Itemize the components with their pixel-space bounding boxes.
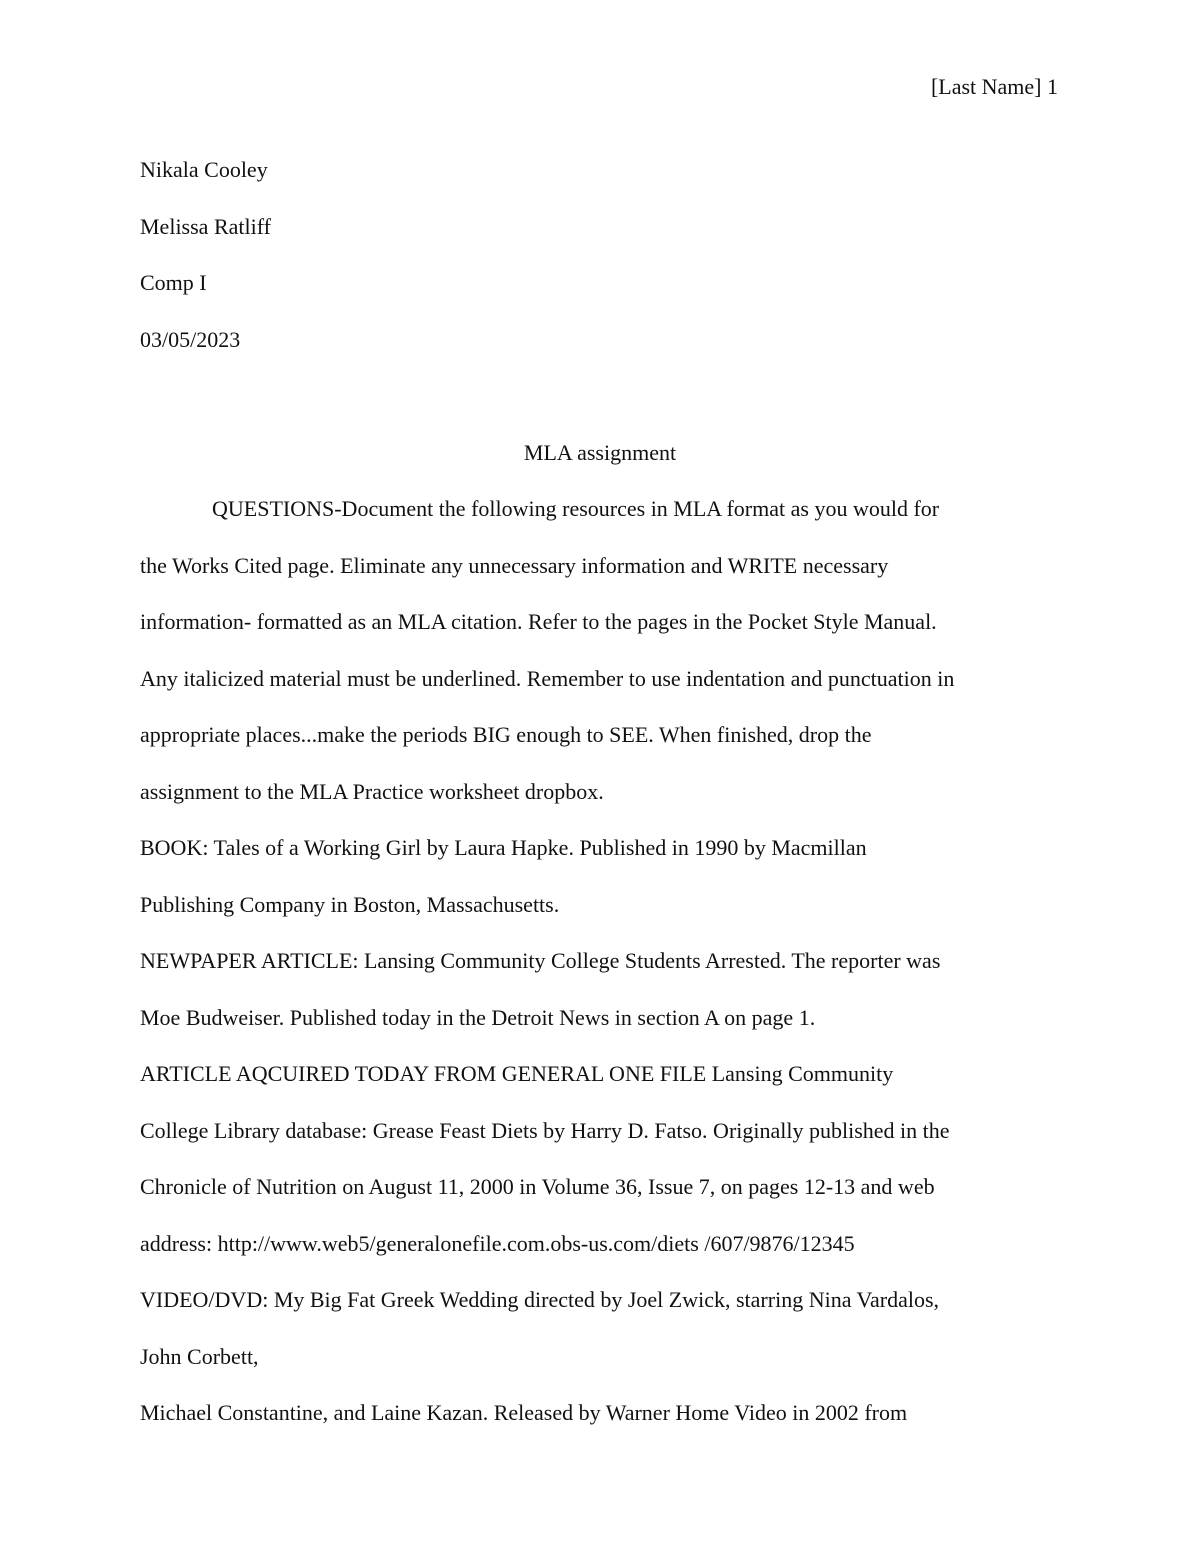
book-entry-line: Publishing Company in Boston, Massachusetts.: [140, 891, 560, 917]
body-line: assignment to the MLA Practice worksheet dropbox.: [140, 778, 604, 804]
blank-line: [140, 368, 1060, 425]
date-line: 03/05/2023: [140, 326, 241, 352]
article-entry-line: ARTICLE AQCUIRED TODAY FROM GENERAL ONE FILE Lansing Community: [140, 1061, 894, 1086]
instructor-name: Melissa Ratliff: [140, 213, 271, 239]
body-line: QUESTIONS-Document the following resources in MLA format as you would for: [212, 496, 940, 521]
student-name: Nikala Cooley: [140, 157, 268, 182]
video-entry-line: VIDEO/DVD: My Big Fat Greek Wedding directed by Joel Zwick, starring Nina Vardalos,: [140, 1287, 940, 1312]
video-entry-line: Michael Constantine, and Laine Kazan. Released by Warner Home Video in 2002 from: [140, 1400, 908, 1425]
book-entry-line: BOOK: Tales of a Working Girl by Laura Hapke. Published in 1990 by Macmillan: [140, 835, 867, 860]
document-body: [140, 142, 1060, 1442]
body-line: Any italicized material must be underlined. Remember to use indentation and punctuation in: [140, 665, 955, 691]
body-line: appropriate places...make the periods BIG enough to SEE. When finished, drop the: [140, 722, 872, 747]
newspaper-entry-line: NEWPAPER ARTICLE: Lansing Community College Students Arrested. The reporter was: [140, 948, 941, 973]
body-line: the Works Cited page. Eliminate any unnecessary information and WRITE necessary: [140, 552, 889, 578]
document-title: MLA assignment: [523, 439, 677, 465]
running-head: [Last Name] 1: [930, 74, 1058, 99]
course-name: Comp I: [140, 270, 207, 295]
body-line: information- formatted as an MLA citation. Refer to the pages in the Pocket Style Manual.: [140, 609, 937, 634]
article-entry-line: address: http://www.web5/generalonefile.com.obs-us.com/diets /607/9876/12345: [140, 1230, 855, 1256]
article-entry-line: Chronicle of Nutrition on August 11, 2000 in Volume 36, Issue 7, on pages 12-13 and web: [140, 1174, 935, 1199]
article-entry-line: College Library database: Grease Feast Diets by Harry D. Fatso. Originally published in the: [140, 1117, 950, 1143]
newspaper-entry-line: Moe Budweiser. Published today in the Detroit News in section A on page 1.: [140, 1004, 816, 1030]
video-entry-line: John Corbett,: [140, 1343, 259, 1369]
